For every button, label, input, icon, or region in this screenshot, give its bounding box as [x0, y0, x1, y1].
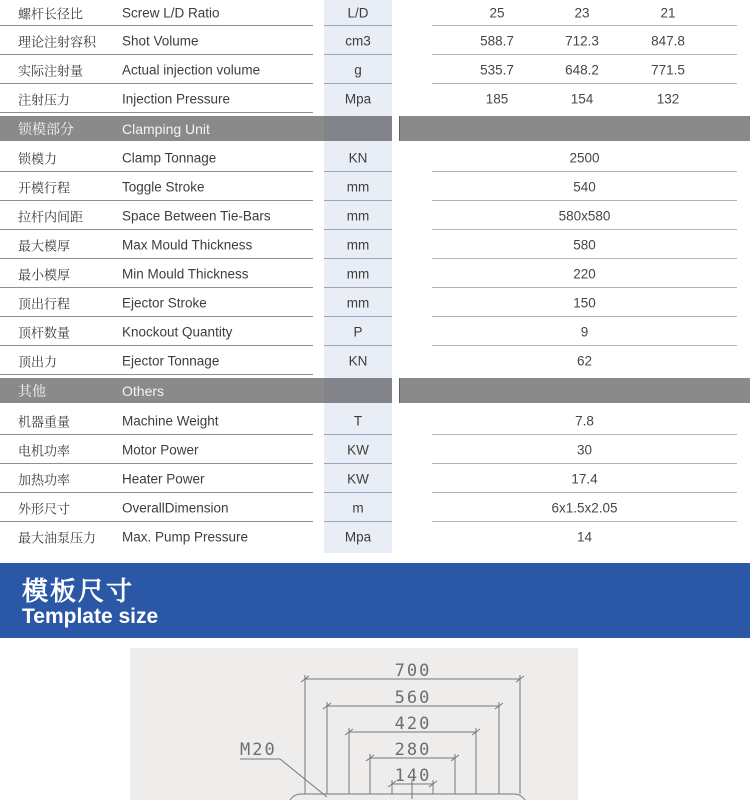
row-value: 712.3	[565, 33, 599, 48]
row-label-cn: 最大油泵压力	[18, 530, 97, 545]
dimension-drawing-svg	[130, 648, 578, 800]
row-label-cn: 理论注射容积	[18, 34, 97, 49]
table-row	[0, 406, 750, 435]
table-row	[0, 0, 750, 26]
row-value: 185	[485, 91, 509, 106]
row-unit: KW	[347, 442, 369, 457]
row-divider	[0, 112, 313, 113]
row-unit: T	[353, 413, 363, 428]
row-label-en: Screw L/D Ratio	[122, 5, 220, 21]
template-dimension-drawing	[130, 648, 578, 800]
row-label-en: Toggle Stroke	[122, 179, 205, 194]
row-value: 9	[580, 324, 589, 339]
row-label-cn: 机器重量	[18, 414, 71, 429]
row-label-cn: 顶出行程	[18, 296, 71, 311]
row-label-en: OverallDimension	[122, 500, 229, 515]
row-label-cn: 加热功率	[18, 472, 71, 487]
row-label-en: Ejector Stroke	[122, 295, 207, 310]
row-value: 580x580	[558, 208, 611, 223]
row-label-en: Ejector Tonnage	[122, 353, 220, 368]
row-label-cn: 开模行程	[18, 180, 71, 195]
row-value: 30	[576, 442, 593, 457]
banner-title-en: Template size	[22, 605, 159, 628]
section-title-cn: 锁模部分	[18, 120, 74, 137]
section-title-en: Others	[122, 382, 165, 399]
table-row	[0, 55, 750, 84]
row-value: 150	[573, 295, 596, 310]
template-size-banner	[0, 563, 750, 638]
row-label-en: Shot Volume	[122, 33, 199, 48]
section-header-clamping-unit	[0, 116, 750, 141]
row-unit: cm3	[345, 33, 371, 48]
band-unit-strip	[324, 116, 392, 141]
row-unit: mm	[346, 179, 370, 194]
row-unit: mm	[346, 237, 370, 252]
row-label-en: Machine Weight	[122, 413, 219, 428]
dim-140-label: 140	[394, 766, 432, 786]
row-label-en: Heater Power	[122, 471, 205, 486]
row-value: 62	[576, 353, 593, 368]
row-label-en: Motor Power	[122, 442, 199, 457]
row-label-cn: 外形尺寸	[18, 501, 71, 516]
table-row	[0, 435, 750, 464]
table-row	[0, 493, 750, 522]
table-row	[0, 259, 750, 288]
row-unit: mm	[346, 266, 370, 281]
band-edge	[399, 116, 400, 141]
dim-280-label: 280	[394, 740, 432, 760]
band-gap	[392, 378, 399, 403]
row-value: 2500	[569, 150, 600, 165]
band-gap	[392, 116, 399, 141]
row-unit: KW	[347, 471, 369, 486]
row-label-cn: 顶出力	[18, 354, 58, 369]
row-label-en: Injection Pressure	[122, 91, 231, 106]
row-label-en: Knockout Quantity	[122, 324, 233, 339]
row-value: 6x1.5x2.05	[551, 500, 618, 515]
row-label-cn: 拉杆内间距	[18, 209, 84, 224]
row-value: 220	[573, 266, 596, 281]
table-row	[0, 317, 750, 346]
row-label-cn: 电机功率	[18, 443, 71, 458]
table-row	[0, 26, 750, 55]
row-value: 847.8	[651, 33, 685, 48]
row-label-en: Max Mould Thickness	[122, 237, 253, 252]
table-row	[0, 84, 750, 113]
row-unit: g	[354, 62, 362, 77]
table-row	[0, 522, 750, 551]
row-value: 23	[574, 5, 590, 21]
row-label-en: Min Mould Thickness	[122, 266, 249, 281]
row-label-cn: 实际注射量	[18, 63, 84, 78]
row-label-cn: 注射压力	[18, 92, 71, 107]
row-value: 25	[489, 5, 505, 21]
row-value: 648.2	[565, 62, 599, 77]
row-unit: KN	[348, 150, 368, 165]
row-value: 21	[660, 5, 676, 21]
row-label-en: Space Between Tie-Bars	[122, 208, 271, 223]
table-row	[0, 143, 750, 172]
table-row	[0, 288, 750, 317]
row-unit: P	[353, 324, 363, 339]
row-unit: L/D	[347, 5, 369, 21]
thread-label: M20	[240, 740, 277, 760]
band-unit-strip	[324, 378, 392, 403]
row-label-en: Max. Pump Pressure	[122, 529, 249, 544]
dim-420-label: 420	[394, 714, 432, 734]
row-unit: Mpa	[344, 91, 372, 106]
table-row	[0, 464, 750, 493]
row-label-cn: 锁模力	[18, 151, 58, 166]
section-header-others	[0, 378, 750, 403]
row-unit: Mpa	[344, 529, 372, 544]
table-row	[0, 172, 750, 201]
row-unit: KN	[348, 353, 368, 368]
row-unit: mm	[346, 208, 370, 223]
row-label-cn: 最大模厚	[18, 238, 71, 253]
table-row	[0, 230, 750, 259]
table-row	[0, 201, 750, 230]
section-title-cn: 其他	[18, 382, 46, 399]
row-label-cn: 螺杆长径比	[18, 6, 84, 22]
row-value: 771.5	[651, 62, 685, 77]
row-divider	[0, 374, 313, 375]
dim-560-label: 560	[394, 688, 432, 708]
row-value: 154	[570, 91, 594, 106]
section-title-en: Clamping Unit	[122, 120, 210, 137]
row-value: 7.8	[575, 413, 594, 428]
band-edge	[399, 378, 400, 403]
row-value: 535.7	[480, 62, 514, 77]
row-unit: mm	[346, 295, 370, 310]
row-label-en: Clamp Tonnage	[122, 150, 217, 165]
row-value: 132	[656, 91, 680, 106]
row-label-en: Actual injection volume	[122, 62, 261, 77]
row-value: 17.4	[571, 471, 598, 486]
row-unit: m	[352, 500, 364, 515]
row-value: 14	[576, 529, 593, 544]
row-label-cn: 最小模厚	[18, 267, 71, 282]
row-value: 580	[573, 237, 596, 252]
banner-title-cn: 模板尺寸	[22, 576, 135, 606]
row-value: 588.7	[480, 33, 514, 48]
dim-700-label: 700	[394, 661, 432, 681]
row-value: 540	[573, 179, 596, 194]
row-label-cn: 顶杆数量	[18, 325, 71, 340]
table-row	[0, 346, 750, 375]
